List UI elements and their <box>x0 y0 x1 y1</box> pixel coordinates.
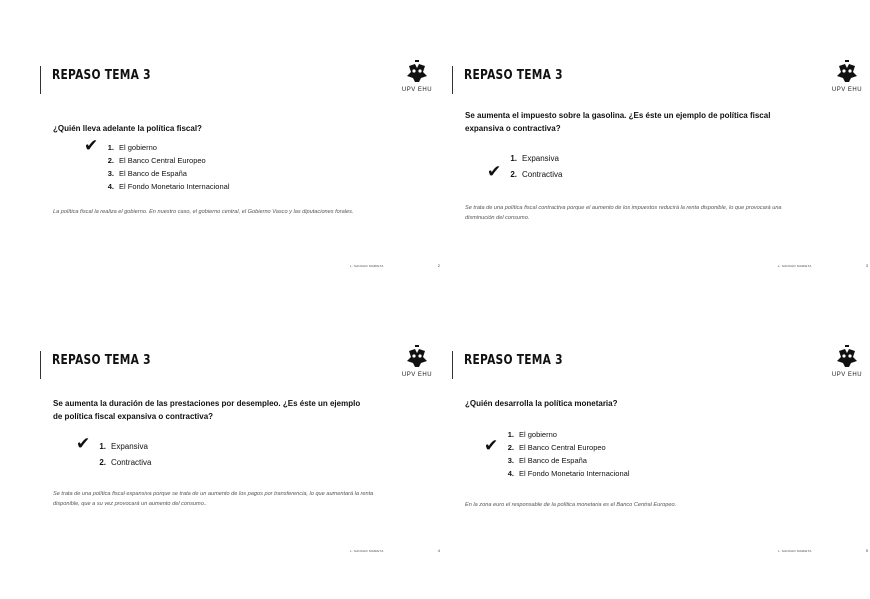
options-list <box>76 434 152 471</box>
slide-divider <box>40 351 41 379</box>
question: ¿Quién lleva adelante la política fiscal? <box>53 124 202 133</box>
upv-emblem-icon <box>405 60 429 84</box>
checkmark-icon: ✔ <box>76 434 91 453</box>
options-list <box>484 428 630 480</box>
option-2 <box>102 154 229 167</box>
answer-explanation: La política fiscal la realiza el gobierno. En nuestro caso, el gobierno central, el Gobierno Vasco y las diputaciones forales. <box>53 209 354 215</box>
slide-2 <box>452 60 868 300</box>
option-4 <box>102 180 229 193</box>
footer-label: L. SANCHO MARIETA <box>350 264 384 268</box>
slide-title: REPASO TEMA 3 <box>52 68 151 83</box>
option-number: 4. <box>107 182 114 191</box>
option-3 <box>102 167 229 180</box>
option-2 <box>94 455 151 471</box>
option-1 <box>76 434 151 455</box>
slide-title: REPASO TEMA 3 <box>52 353 151 368</box>
options-list <box>487 151 563 183</box>
option-text: El Banco de España <box>519 456 587 465</box>
option-text: Expansiva <box>111 442 148 451</box>
slide-title: REPASO TEMA 3 <box>464 68 563 83</box>
option-number: 4. <box>507 469 514 478</box>
upv-ehu-logo <box>824 60 870 100</box>
upv-emblem-icon <box>835 60 859 84</box>
option-3 <box>502 454 629 467</box>
slide-title: REPASO TEMA 3 <box>464 353 563 368</box>
option-text: El Banco Central Europeo <box>119 156 206 165</box>
option-number: 1. <box>510 154 517 163</box>
options-list <box>84 136 230 193</box>
footer-label: L. SANCHO MARIETA <box>778 549 812 553</box>
option-2 <box>484 436 629 455</box>
option-number: 3. <box>107 169 114 178</box>
slide-footer <box>350 264 440 272</box>
option-text: Expansiva <box>522 154 559 163</box>
option-1 <box>505 151 562 167</box>
option-number: 1. <box>507 430 514 439</box>
logo-text: UPV EHU <box>401 87 433 93</box>
option-number: 1. <box>99 442 106 451</box>
checkmark-icon: ✔ <box>487 162 502 181</box>
option-4 <box>502 467 629 480</box>
upv-emblem-icon <box>835 345 859 369</box>
page-number: 4 <box>437 548 440 553</box>
option-2 <box>487 162 563 183</box>
option-text: El Fondo Monetario Internacional <box>119 182 230 191</box>
option-number: 2. <box>99 458 106 467</box>
slide-divider <box>40 66 41 94</box>
upv-emblem-icon <box>405 345 429 369</box>
answer-explanation: Se trata de una política fiscal expansiva porque se trata de un aumento de los pagos por transferencia, lo que aumentará la renta disponible, que a su vez provocará un aumento del consumo.. <box>53 491 374 507</box>
slide-footer <box>350 549 440 557</box>
footer-label: L. SANCHO MARIETA <box>350 549 384 553</box>
slide-divider <box>452 351 453 379</box>
upv-ehu-logo <box>824 345 870 385</box>
slide-3 <box>40 345 440 585</box>
option-number: 2. <box>510 170 517 179</box>
option-number: 3. <box>507 456 514 465</box>
option-number: 2. <box>507 443 514 452</box>
slide-footer <box>778 549 868 557</box>
option-text: El Banco Central Europeo <box>519 443 606 452</box>
question: Se aumenta el impuesto sobre la gasolina. ¿Es éste un ejemplo de política fiscal expansiva o contractiva? <box>465 111 771 133</box>
option-text: Contractiva <box>111 458 152 467</box>
answer-explanation: En la zona euro el responsable de la política monetaria es el Banco Central Europeo. <box>465 502 677 508</box>
page-number: 5 <box>865 548 868 553</box>
option-text: El Banco de España <box>119 169 187 178</box>
option-text: El gobierno <box>119 143 157 152</box>
question: ¿Quién desarrolla la política monetaria? <box>465 399 618 408</box>
checkmark-icon: ✔ <box>484 436 499 455</box>
slide-4 <box>452 345 868 585</box>
slide-divider <box>452 66 453 94</box>
slide-1 <box>40 60 440 300</box>
logo-text: UPV EHU <box>831 372 863 378</box>
question: Se aumenta la duración de las prestaciones por desempleo. ¿Es éste un ejemplo de política fiscal expansiva o contractiva? <box>53 399 361 421</box>
upv-ehu-logo <box>394 60 440 100</box>
logo-text: UPV EHU <box>401 372 433 378</box>
option-1 <box>84 136 229 155</box>
page-number: 2 <box>437 263 440 268</box>
upv-ehu-logo <box>394 345 440 385</box>
page-number: 3 <box>865 263 868 268</box>
option-text: Contractiva <box>522 170 563 179</box>
option-number: 1. <box>107 143 114 152</box>
option-text: El Fondo Monetario Internacional <box>519 469 630 478</box>
option-1 <box>502 428 629 441</box>
footer-label: L. SANCHO MARIETA <box>778 264 812 268</box>
option-text: El gobierno <box>519 430 557 439</box>
checkmark-icon: ✔ <box>84 136 99 155</box>
answer-explanation: Se trata de una política fiscal contractiva porque el aumento de los impuestos reducirá la renta disponible, lo que provocará una disminución del consumo. <box>465 205 782 221</box>
option-number: 2. <box>107 156 114 165</box>
logo-text: UPV EHU <box>831 87 863 93</box>
slide-footer <box>778 264 868 272</box>
